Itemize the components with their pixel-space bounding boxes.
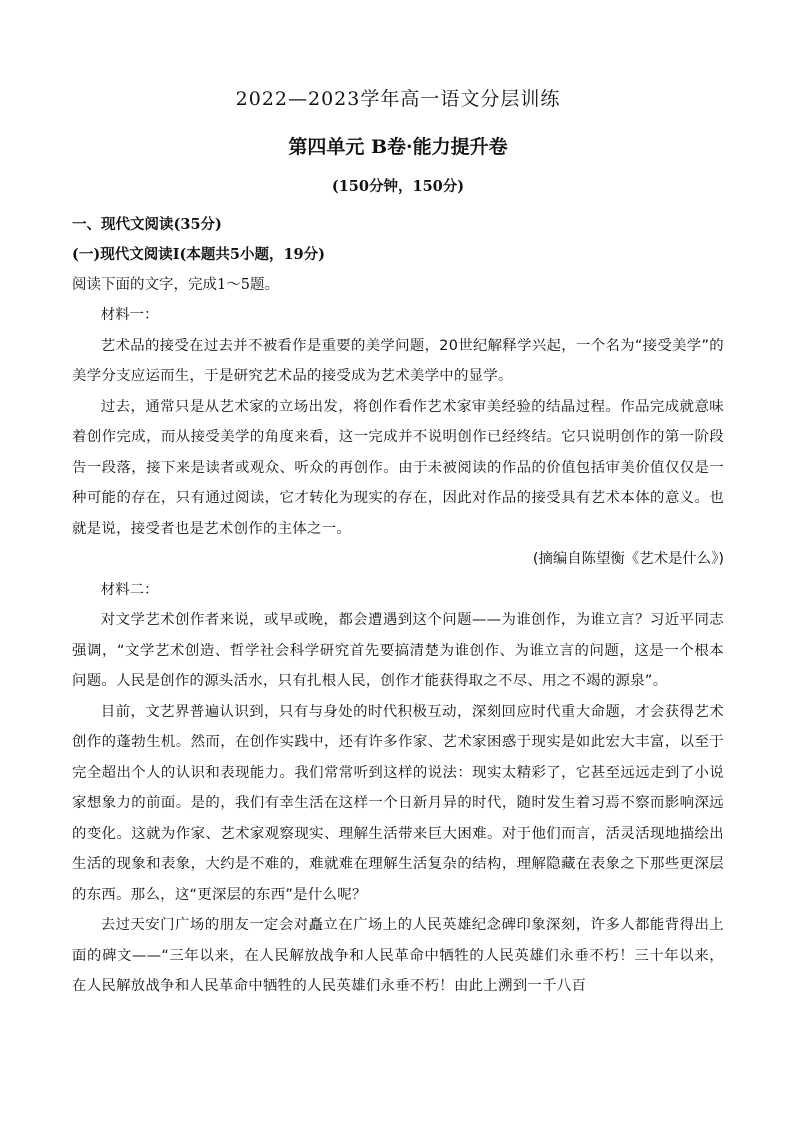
document-subtitle: 第四单元 B卷·能力提升卷 [288,136,508,158]
time-and-score: (150分钟，150分) [331,178,465,195]
material-one-paragraph: 艺术品的接受在过去并不被看作是重要的美学问题，20世纪解释学兴起，一个名为“接受美学”的美学分支应运而生，于是研究艺术品的接受成为艺术美学中的显学。 [72,337,724,384]
subsection-heading: (一)现代文阅读Ⅰ(本题共5小题，19分) [72,246,325,263]
material-one-label: 材料一： [100,307,159,323]
section-heading-part1: 一、现代文阅读(35分) [72,216,222,233]
material-one-paragraph: 过去，通常只是从艺术家的立场出发，将创作看作艺术家审美经验的结晶过程。作品完成就意味着创作完成，而从接受美学的角度来看，这一完成并不说明创作已经终结。它只说明创作的第一阶段告一段落，接下来是读者或观众、听众的再创作。由于未被阅读的作品的价值包括审美价值仅仅是一种可能的存在，只有通过阅读，它才转化为现实的存在，因此对作品的接受具有艺术本体的意义。也就是说，接受者也是艺术创作的主体之一。 [72,398,724,537]
material-two-paragraph: 对文学艺术创作者来说，或早或晚，都会遭遇到这个问题——为谁创作，为谁立言？习近平同志强调，“文学艺术创造、哲学社会科学研究首先要搞清楚为谁创作、为谁立言的问题，这是一个根本问题。人民是创作的源头活水，只有扎根人民，创作才能获得取之不尽、用之不竭的源泉”。 [72,612,724,689]
document-page [72,84,724,1002]
material-two-paragraph: 去过天安门广场的朋友一定会对矗立在广场上的人民英雄纪念碑印象深刻，许多人都能背得出上面的碑文——“三年以来，在人民解放战争和人民革命中牺牲的人民英雄们永垂不朽！三十年以来，在人民解放战争和人民革命中牺牲的人民英雄们永垂不朽！由此上溯到一千八百 [72,917,724,994]
material-two-paragraph: 目前，文艺界普遍认识到，只有与身处的时代积极互动，深刻回应时代重大命题，才会获得艺术创作的蓬勃生机。然而，在创作实践中，还有许多作家、艺术家困惑于现实是如此宏大丰富，以至于完全超出个人的认识和表现能力。我们常常听到这样的说法：现实太精彩了，它甚至远远走到了小说家想象力的前面。是的，我们有幸生活在这样一个日新月异的时代，随时发生着习焉不察而影响深远的变化。这就为作家、艺术家观察现实、理解生活带来巨大困难。对于他们而言，活灵活现地描绘出生活的现象和表象，大约是不难的，难就难在理解生活复杂的结构，理解隐藏在表象之下那些更深层的东西。那么，这“更深层的东西”是什么呢？ [72,703,724,903]
document-title: 2022—2023学年高一语文分层训练 [235,88,561,110]
reading-instruction: 阅读下面的文字，完成1～5题。 [72,277,279,293]
material-one-source: (摘编自陈望衡《艺术是什么》) [532,551,724,567]
material-two-label: 材料二： [100,581,159,598]
